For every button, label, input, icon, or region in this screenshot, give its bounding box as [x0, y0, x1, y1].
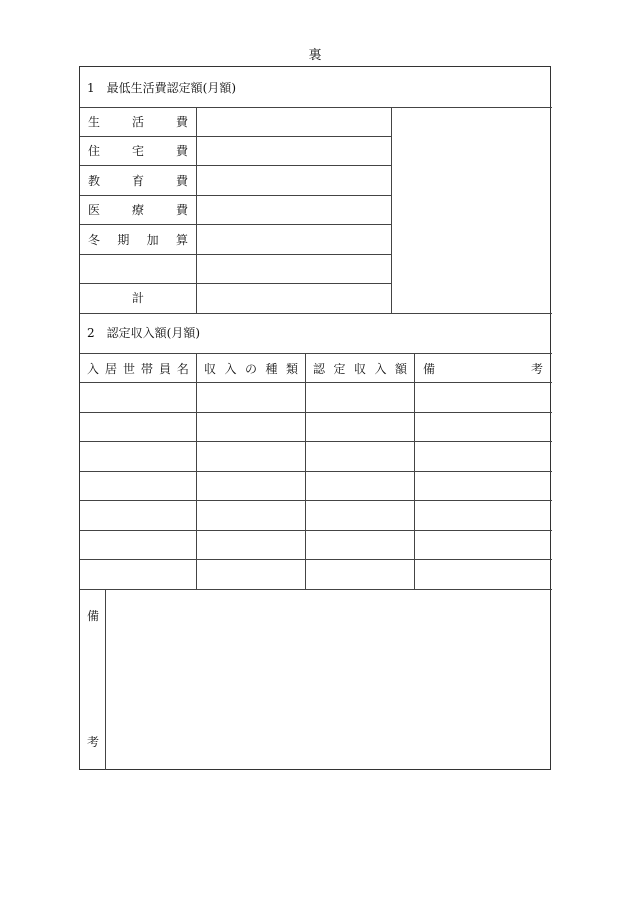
- page-heading: 裏: [308, 48, 322, 63]
- header-certified-income: 認 定 収 入 額: [313, 362, 407, 376]
- table-row[interactable]: [80, 560, 552, 589]
- table-row[interactable]: [80, 383, 552, 412]
- remarks-area[interactable]: [106, 590, 551, 769]
- value-total[interactable]: [197, 284, 391, 313]
- section1-side-area[interactable]: [392, 108, 551, 313]
- label-education-cost: 教 育 費: [88, 174, 188, 188]
- label-winter-addition: 冬 期 加 算: [88, 233, 188, 247]
- income-form: [79, 66, 551, 770]
- table-row[interactable]: [80, 442, 552, 471]
- label-living-cost: 生 活 費: [88, 115, 188, 129]
- label-medical-cost: 医 療 費: [88, 203, 188, 217]
- table-row[interactable]: [80, 501, 552, 530]
- header-remarks: 備 考: [423, 362, 543, 376]
- label-blank[interactable]: [80, 255, 196, 283]
- table-row[interactable]: [80, 472, 552, 500]
- table-row[interactable]: [80, 413, 552, 441]
- label-housing-cost: 住 宅 費: [88, 144, 188, 158]
- value-education-cost[interactable]: [197, 166, 391, 195]
- value-blank[interactable]: [197, 255, 391, 283]
- header-resident-name: 入 居 世 帯 員 名: [87, 362, 189, 376]
- table-row[interactable]: [80, 531, 552, 559]
- header-income-type: 収 入 の 種 類: [204, 362, 298, 376]
- section1-title: 1 最低生活費認定額(月額): [87, 81, 236, 95]
- value-winter-addition[interactable]: [197, 225, 391, 254]
- label-total: 計: [132, 291, 145, 305]
- remarks-label: 備 考: [86, 609, 99, 749]
- value-housing-cost[interactable]: [197, 137, 391, 165]
- value-living-cost[interactable]: [197, 108, 391, 136]
- value-medical-cost[interactable]: [197, 196, 391, 224]
- section2-title: 2 認定収入額(月額): [87, 326, 200, 340]
